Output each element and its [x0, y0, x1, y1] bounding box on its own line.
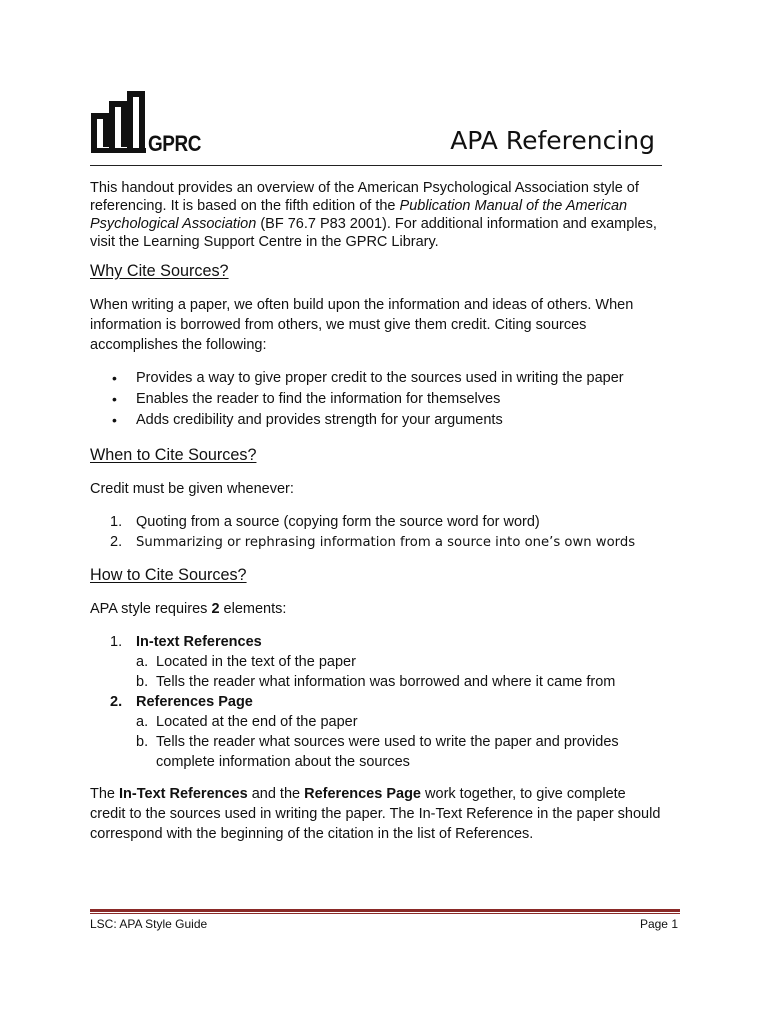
list-item-label: In-text References: [136, 634, 262, 650]
closing-text-2: and the: [247, 786, 305, 802]
sub-list-letter: b.: [136, 674, 149, 690]
sub-list-letter: a.: [136, 654, 149, 670]
closing-text-1: The: [90, 786, 120, 802]
list-item-text: Summarizing or rephrasing information from a source into one’s own words: [136, 535, 636, 550]
sub-list: [136, 652, 670, 692]
list-item: [110, 632, 670, 692]
heading-why-cite: Why Cite Sources?: [90, 262, 229, 280]
footer-divider-thick: [90, 909, 680, 912]
how-text-after: elements:: [219, 601, 287, 617]
sub-list: [136, 712, 670, 772]
closing-paragraph: [90, 784, 665, 844]
intro-text-1: This handout provides an overview of the American Psychological Association style of referencing. It is based on the fifth edition of the: [90, 180, 639, 214]
document-title: APA Referencing: [450, 126, 655, 155]
sub-list-text: Tells the reader what information was borrowed and where it came from: [156, 674, 616, 690]
logo-wordmark: GPRC: [148, 131, 201, 156]
list-item: [110, 532, 635, 553]
list-item: [110, 512, 635, 532]
footer-page-number: Page 1: [639, 917, 678, 931]
header-divider: [90, 165, 662, 166]
sub-list-item: [136, 652, 670, 672]
when-numbered-list: [110, 512, 635, 553]
sub-list-letter: b.: [136, 734, 149, 750]
why-bullet-list: [110, 368, 624, 431]
heading-when-cite: When to Cite Sources?: [90, 446, 257, 464]
sub-list-text: Located at the end of the paper: [156, 714, 358, 730]
gprc-logo-mark-icon: [90, 88, 150, 156]
intro-paragraph: [90, 179, 670, 251]
list-number: 1.: [110, 634, 123, 650]
how-paragraph: [90, 599, 670, 619]
footer-divider-thin: [90, 913, 680, 914]
closing-text-3: work together, to give complete credit to the sources used in writing the paper. The In-Text Reference in the paper should correspond with the beginning of the citation in the list of References.: [90, 786, 661, 842]
sub-list-text: Located in the text of the paper: [156, 654, 356, 670]
when-paragraph: Credit must be given whenever:: [90, 481, 294, 497]
sub-list-letter: a.: [136, 714, 149, 730]
how-text-before: APA style requires: [90, 601, 212, 617]
footer-guide-name: LSC: APA Style Guide: [90, 917, 208, 931]
closing-bold-1: In-Text References: [119, 786, 248, 802]
list-item-label: References Page: [136, 694, 253, 710]
sub-list-text: Tells the reader what sources were used to write the paper and provides complete information about the sources: [156, 734, 619, 770]
list-item-text: Quoting from a source (copying form the source word for word): [136, 514, 540, 530]
heading-how-cite: How to Cite Sources?: [90, 566, 247, 584]
list-number: 1.: [110, 514, 123, 530]
closing-bold-2: References Page: [304, 786, 421, 802]
how-numbered-list: [110, 632, 670, 772]
sub-list-item: [136, 712, 670, 732]
sub-list-item: [136, 672, 670, 692]
list-item: • Enables the reader to find the information for themselves: [110, 389, 624, 410]
why-paragraph: When writing a paper, we often build upon the information and ideas of others. When information is borrowed from others, we must give them credit. Citing sources accomplishes the following:: [90, 297, 634, 353]
intro-text-2: (BF 76.7 P83 2001). For additional information and examples, visit the Learning Support Centre in the GPRC Library.: [90, 216, 657, 250]
list-item: • Provides a way to give proper credit to the sources used in writing the paper: [110, 368, 624, 389]
list-item: [110, 692, 670, 772]
list-number: 2.: [110, 534, 123, 550]
sub-list-item: [136, 732, 670, 772]
list-item: • Adds credibility and provides strength for your arguments: [110, 410, 624, 431]
list-number: 2.: [110, 694, 123, 710]
how-element-count: 2: [211, 601, 220, 617]
gprc-logo: [90, 88, 215, 156]
intro-italic-title: Publication Manual of the American Psychological Association: [90, 198, 628, 232]
